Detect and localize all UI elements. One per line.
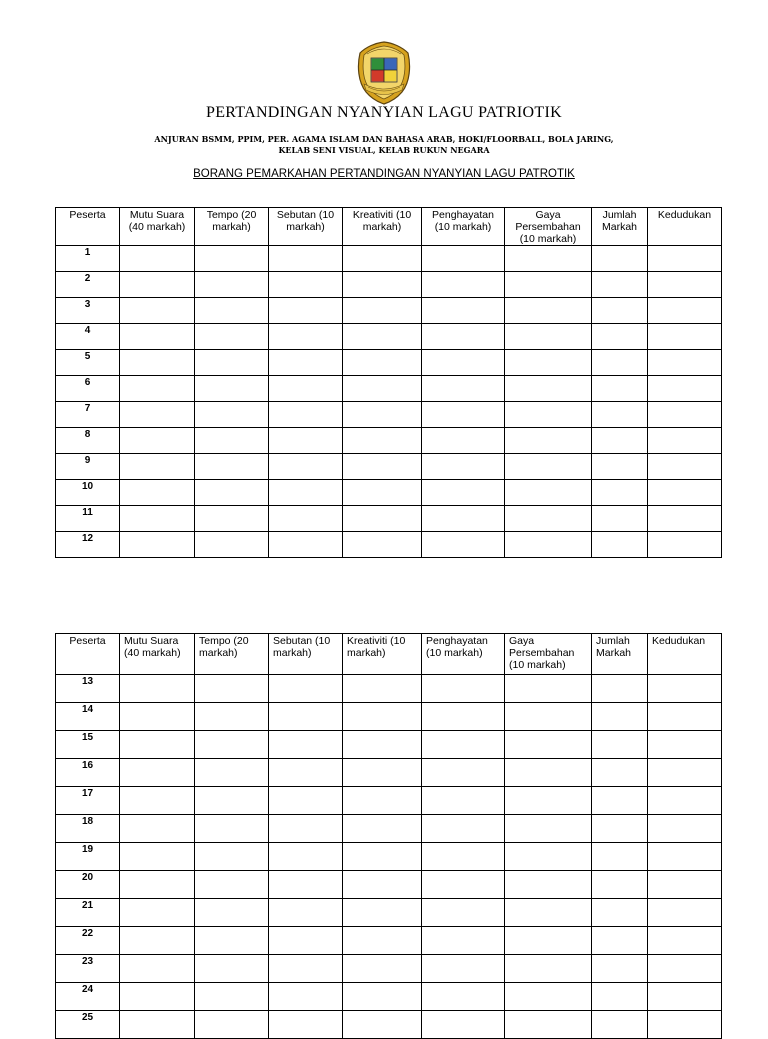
participant-number: 24: [56, 983, 120, 1011]
score-cell[interactable]: [120, 350, 195, 376]
score-cell[interactable]: [505, 1011, 592, 1039]
score-cell[interactable]: [195, 454, 269, 480]
score-cell[interactable]: [592, 759, 648, 787]
score-cell[interactable]: [120, 480, 195, 506]
score-cell[interactable]: [505, 298, 592, 324]
score-cell[interactable]: [505, 927, 592, 955]
score-cell[interactable]: [592, 428, 648, 454]
score-cell[interactable]: [648, 272, 722, 298]
score-cell[interactable]: [120, 376, 195, 402]
score-cell[interactable]: [592, 298, 648, 324]
score-cell[interactable]: [195, 703, 269, 731]
score-cell[interactable]: [592, 703, 648, 731]
score-cell[interactable]: [592, 731, 648, 759]
column-header: Mutu Suara (40 markah): [120, 634, 195, 675]
score-cell[interactable]: [505, 815, 592, 843]
score-cell[interactable]: [648, 1011, 722, 1039]
score-cell[interactable]: [422, 871, 505, 899]
score-cell[interactable]: [195, 955, 269, 983]
score-cell[interactable]: [343, 298, 422, 324]
score-cell[interactable]: [592, 376, 648, 402]
score-cell[interactable]: [422, 927, 505, 955]
participant-number: 20: [56, 871, 120, 899]
score-cell[interactable]: [648, 480, 722, 506]
table-row: [56, 532, 722, 558]
score-cell[interactable]: [120, 843, 195, 871]
score-cell[interactable]: [120, 298, 195, 324]
score-cell[interactable]: [422, 428, 505, 454]
table-row: [56, 927, 722, 955]
score-cell[interactable]: [269, 983, 343, 1011]
score-cell[interactable]: [343, 899, 422, 927]
column-header: Kreativiti (10 markah): [343, 208, 422, 246]
score-cell[interactable]: [195, 871, 269, 899]
score-cell[interactable]: [648, 298, 722, 324]
table-row: [56, 815, 722, 843]
participant-number: 21: [56, 899, 120, 927]
participant-number: 23: [56, 955, 120, 983]
score-cell[interactable]: [120, 787, 195, 815]
score-cell[interactable]: [422, 815, 505, 843]
score-cell[interactable]: [505, 675, 592, 703]
score-cell[interactable]: [422, 402, 505, 428]
score-cell[interactable]: [422, 272, 505, 298]
score-cell[interactable]: [648, 731, 722, 759]
table-row: [56, 731, 722, 759]
score-cell[interactable]: [648, 246, 722, 272]
score-cell[interactable]: [343, 454, 422, 480]
score-cell[interactable]: [343, 506, 422, 532]
score-cell[interactable]: [343, 1011, 422, 1039]
score-cell[interactable]: [422, 731, 505, 759]
score-cell[interactable]: [422, 675, 505, 703]
score-cell[interactable]: [592, 843, 648, 871]
score-cell[interactable]: [343, 675, 422, 703]
score-cell[interactable]: [195, 843, 269, 871]
score-cell[interactable]: [592, 324, 648, 350]
score-cell[interactable]: [343, 983, 422, 1011]
column-header: Kreativiti (10 markah): [343, 634, 422, 675]
score-cell[interactable]: [269, 246, 343, 272]
score-cell[interactable]: [648, 703, 722, 731]
score-cell[interactable]: [195, 298, 269, 324]
score-cell[interactable]: [422, 1011, 505, 1039]
score-cell[interactable]: [422, 843, 505, 871]
score-cell[interactable]: [195, 731, 269, 759]
score-cell[interactable]: [648, 532, 722, 558]
score-cell[interactable]: [120, 759, 195, 787]
column-header: Jumlah Markah: [592, 208, 648, 246]
score-cell[interactable]: [195, 927, 269, 955]
score-cell[interactable]: [269, 731, 343, 759]
column-header: Tempo (20 markah): [195, 634, 269, 675]
table-row: [56, 843, 722, 871]
score-cell[interactable]: [648, 376, 722, 402]
score-cell[interactable]: [195, 324, 269, 350]
score-cell[interactable]: [422, 955, 505, 983]
participant-number: 8: [56, 428, 120, 454]
score-cell[interactable]: [422, 480, 505, 506]
column-header: Penghayatan (10 markah): [422, 208, 505, 246]
score-cell[interactable]: [269, 428, 343, 454]
score-cell[interactable]: [592, 899, 648, 927]
column-header: Kedudukan: [648, 634, 722, 675]
participant-number: 6: [56, 376, 120, 402]
score-cell[interactable]: [648, 815, 722, 843]
score-cell[interactable]: [592, 402, 648, 428]
score-table-1: [55, 207, 722, 558]
score-cell[interactable]: [648, 955, 722, 983]
score-cell[interactable]: [120, 731, 195, 759]
score-cell[interactable]: [343, 272, 422, 298]
organizer-line-2: KELAB SENI VISUAL, KELAB RUKUN NEGARA: [278, 145, 490, 155]
score-cell[interactable]: [195, 350, 269, 376]
score-cell[interactable]: [269, 298, 343, 324]
score-cell[interactable]: [505, 871, 592, 899]
score-cell[interactable]: [592, 815, 648, 843]
participant-number: 19: [56, 843, 120, 871]
table-row: [56, 759, 722, 787]
score-cell[interactable]: [120, 532, 195, 558]
score-cell[interactable]: [592, 1011, 648, 1039]
score-cell[interactable]: [422, 983, 505, 1011]
score-cell[interactable]: [422, 376, 505, 402]
score-cell[interactable]: [648, 899, 722, 927]
document-title: PERTANDINGAN NYANYIAN LAGU PATRIOTIK: [206, 104, 562, 121]
column-header: Peserta: [56, 634, 120, 675]
score-cell[interactable]: [195, 376, 269, 402]
score-cell[interactable]: [343, 843, 422, 871]
score-cell[interactable]: [592, 787, 648, 815]
score-cell[interactable]: [269, 454, 343, 480]
score-cell[interactable]: [505, 480, 592, 506]
score-cell[interactable]: [195, 428, 269, 454]
score-cell[interactable]: [343, 759, 422, 787]
school-crest-logo: [355, 40, 413, 106]
column-header: Penghayatan (10 markah): [422, 634, 505, 675]
table-row: [56, 506, 722, 532]
score-cell[interactable]: [422, 298, 505, 324]
score-cell[interactable]: [120, 454, 195, 480]
participant-number: 5: [56, 350, 120, 376]
score-cell[interactable]: [505, 983, 592, 1011]
score-cell[interactable]: [422, 759, 505, 787]
column-header: Sebutan (10 markah): [269, 208, 343, 246]
score-cell[interactable]: [592, 272, 648, 298]
score-cell[interactable]: [648, 843, 722, 871]
score-cell[interactable]: [343, 376, 422, 402]
score-cell[interactable]: [505, 506, 592, 532]
score-cell[interactable]: [195, 246, 269, 272]
score-cell[interactable]: [648, 428, 722, 454]
score-cell[interactable]: [422, 532, 505, 558]
score-cell[interactable]: [505, 454, 592, 480]
table-row: [56, 787, 722, 815]
participant-number: 15: [56, 731, 120, 759]
score-cell[interactable]: [505, 731, 592, 759]
score-cell[interactable]: [120, 272, 195, 298]
score-cell[interactable]: [505, 759, 592, 787]
score-cell[interactable]: [269, 350, 343, 376]
column-header: Kedudukan: [648, 208, 722, 246]
score-cell[interactable]: [422, 350, 505, 376]
score-cell[interactable]: [648, 675, 722, 703]
score-cell[interactable]: [269, 402, 343, 428]
participant-number: 14: [56, 703, 120, 731]
table-row: [56, 324, 722, 350]
table-row: [56, 402, 722, 428]
score-cell[interactable]: [120, 955, 195, 983]
score-cell[interactable]: [120, 246, 195, 272]
score-cell[interactable]: [120, 506, 195, 532]
score-cell[interactable]: [269, 532, 343, 558]
score-cell[interactable]: [195, 787, 269, 815]
table-row: [56, 871, 722, 899]
score-cell[interactable]: [648, 927, 722, 955]
form-subtitle: BORANG PEMARKAHAN PERTANDINGAN NYANYIAN LAGU PATROTIK: [193, 168, 575, 180]
score-cell[interactable]: [422, 454, 505, 480]
score-cell[interactable]: [592, 480, 648, 506]
score-cell[interactable]: [648, 402, 722, 428]
score-cell[interactable]: [269, 324, 343, 350]
score-cell[interactable]: [505, 246, 592, 272]
score-cell[interactable]: [422, 703, 505, 731]
score-cell[interactable]: [269, 815, 343, 843]
score-cell[interactable]: [648, 759, 722, 787]
score-cell[interactable]: [343, 927, 422, 955]
participant-number: 2: [56, 272, 120, 298]
participant-number: 9: [56, 454, 120, 480]
score-cell[interactable]: [343, 703, 422, 731]
organizer-text: [0, 134, 768, 156]
participant-number: 13: [56, 675, 120, 703]
score-cell[interactable]: [343, 350, 422, 376]
table-row: [56, 454, 722, 480]
table-row: [56, 480, 722, 506]
column-header: Gaya Persembahan (10 markah): [505, 634, 592, 675]
score-cell[interactable]: [120, 324, 195, 350]
participant-number: 3: [56, 298, 120, 324]
table-row: [56, 428, 722, 454]
score-cell[interactable]: [343, 532, 422, 558]
score-cell[interactable]: [195, 1011, 269, 1039]
score-cell[interactable]: [343, 480, 422, 506]
score-cell[interactable]: [195, 480, 269, 506]
score-cell[interactable]: [505, 350, 592, 376]
column-header: Tempo (20 markah): [195, 208, 269, 246]
score-cell[interactable]: [648, 350, 722, 376]
table-row: [56, 675, 722, 703]
participant-number: 1: [56, 246, 120, 272]
score-cell[interactable]: [505, 955, 592, 983]
table-header-row: [56, 208, 722, 246]
score-cell[interactable]: [648, 506, 722, 532]
participant-number: 4: [56, 324, 120, 350]
score-cell[interactable]: [343, 324, 422, 350]
score-cell[interactable]: [195, 272, 269, 298]
score-table-2: [55, 633, 722, 1039]
participant-number: 10: [56, 480, 120, 506]
score-cell[interactable]: [648, 983, 722, 1011]
score-cell[interactable]: [505, 324, 592, 350]
score-cell[interactable]: [269, 675, 343, 703]
table-row: [56, 272, 722, 298]
score-cell[interactable]: [120, 1011, 195, 1039]
table-header-row: [56, 634, 722, 675]
participant-number: 22: [56, 927, 120, 955]
score-cell[interactable]: [592, 983, 648, 1011]
score-cell[interactable]: [195, 402, 269, 428]
score-cell[interactable]: [505, 899, 592, 927]
score-cell[interactable]: [269, 506, 343, 532]
participant-number: 16: [56, 759, 120, 787]
score-cell[interactable]: [343, 815, 422, 843]
score-cell[interactable]: [269, 759, 343, 787]
score-cell[interactable]: [195, 759, 269, 787]
score-cell[interactable]: [343, 428, 422, 454]
score-cell[interactable]: [592, 532, 648, 558]
score-cell[interactable]: [195, 506, 269, 532]
score-cell[interactable]: [269, 480, 343, 506]
score-cell[interactable]: [648, 871, 722, 899]
score-cell[interactable]: [120, 871, 195, 899]
participant-number: 25: [56, 1011, 120, 1039]
table-row: [56, 703, 722, 731]
table-row: [56, 246, 722, 272]
score-cell[interactable]: [592, 675, 648, 703]
score-cell[interactable]: [648, 787, 722, 815]
score-cell[interactable]: [592, 871, 648, 899]
participant-number: 12: [56, 532, 120, 558]
score-cell[interactable]: [120, 815, 195, 843]
score-cell[interactable]: [505, 402, 592, 428]
score-cell[interactable]: [269, 272, 343, 298]
table-row: [56, 376, 722, 402]
score-cell[interactable]: [269, 843, 343, 871]
table-row: [56, 1011, 722, 1039]
participant-number: 18: [56, 815, 120, 843]
score-cell[interactable]: [269, 1011, 343, 1039]
table-row: [56, 955, 722, 983]
score-cell[interactable]: [269, 376, 343, 402]
score-cell[interactable]: [195, 899, 269, 927]
participant-number: 17: [56, 787, 120, 815]
score-cell[interactable]: [195, 815, 269, 843]
score-cell[interactable]: [343, 402, 422, 428]
score-cell[interactable]: [505, 843, 592, 871]
score-cell[interactable]: [269, 927, 343, 955]
score-cell[interactable]: [120, 927, 195, 955]
table-row: [56, 983, 722, 1011]
participant-number: 7: [56, 402, 120, 428]
score-cell[interactable]: [422, 506, 505, 532]
score-cell[interactable]: [505, 376, 592, 402]
score-cell[interactable]: [120, 675, 195, 703]
score-cell[interactable]: [505, 532, 592, 558]
score-cell[interactable]: [343, 871, 422, 899]
score-cell[interactable]: [120, 703, 195, 731]
score-cell[interactable]: [195, 532, 269, 558]
score-cell[interactable]: [422, 899, 505, 927]
score-cell[interactable]: [269, 703, 343, 731]
score-cell[interactable]: [120, 983, 195, 1011]
score-cell[interactable]: [195, 675, 269, 703]
column-header: Sebutan (10 markah): [269, 634, 343, 675]
score-cell[interactable]: [505, 272, 592, 298]
column-header: Peserta: [56, 208, 120, 246]
score-cell[interactable]: [269, 955, 343, 983]
column-header: Mutu Suara (40 markah): [120, 208, 195, 246]
score-cell[interactable]: [120, 899, 195, 927]
score-cell[interactable]: [422, 324, 505, 350]
score-cell[interactable]: [505, 787, 592, 815]
score-cell[interactable]: [592, 506, 648, 532]
score-cell[interactable]: [592, 350, 648, 376]
score-cell[interactable]: [343, 731, 422, 759]
table-row: [56, 350, 722, 376]
score-cell[interactable]: [120, 402, 195, 428]
score-cell[interactable]: [592, 246, 648, 272]
score-cell[interactable]: [648, 324, 722, 350]
score-cell[interactable]: [505, 428, 592, 454]
score-cell[interactable]: [269, 871, 343, 899]
score-cell[interactable]: [343, 787, 422, 815]
participant-number: 11: [56, 506, 120, 532]
score-cell[interactable]: [505, 703, 592, 731]
score-cell[interactable]: [120, 428, 195, 454]
score-cell[interactable]: [648, 454, 722, 480]
score-cell[interactable]: [343, 955, 422, 983]
score-cell[interactable]: [592, 454, 648, 480]
score-cell[interactable]: [592, 955, 648, 983]
score-cell[interactable]: [343, 246, 422, 272]
table-row: [56, 899, 722, 927]
score-cell[interactable]: [592, 927, 648, 955]
score-cell[interactable]: [422, 787, 505, 815]
column-header: Jumlah Markah: [592, 634, 648, 675]
table-row: [56, 298, 722, 324]
score-cell[interactable]: [269, 787, 343, 815]
column-header: Gaya Persembahan (10 markah): [505, 208, 592, 246]
score-cell[interactable]: [422, 246, 505, 272]
score-cell[interactable]: [195, 983, 269, 1011]
score-cell[interactable]: [269, 899, 343, 927]
organizer-line-1: ANJURAN BSMM, PPIM, PER. AGAMA ISLAM DAN BAHASA ARAB, HOKI/FLOORBALL, BOLA JARING,: [154, 134, 614, 144]
